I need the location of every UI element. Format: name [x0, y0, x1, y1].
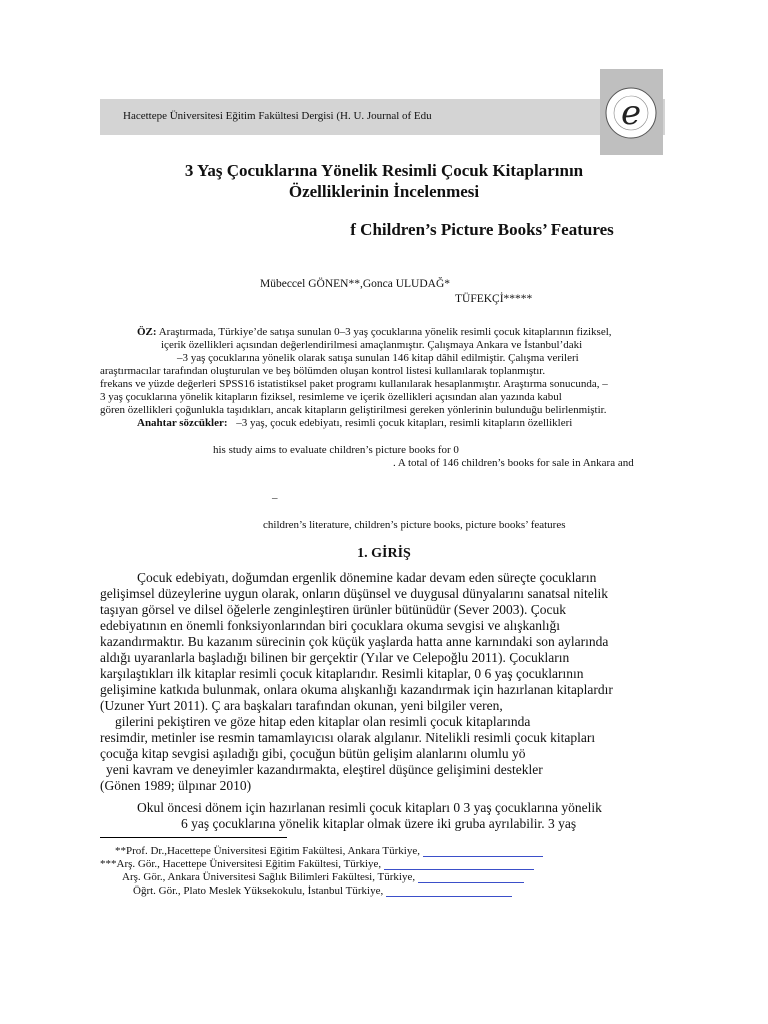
journal-title: Hacettepe Üniversitesi Eğitim Fakültesi Dergisi (H. U. Journal of Edu	[123, 110, 432, 122]
title-en: f Children’s Picture Books’ Features	[350, 220, 614, 239]
abstract-tr-line-0: ÖZ: Araştırmada, Türkiye’de satışa sunulan 0–3 yaş çocuklarına yönelik resimli çocuk kitaplarının fiziksel,	[137, 326, 612, 338]
para1-line-13: (Gönen 1989; ülpınar 2010)	[100, 778, 252, 793]
para1-line-4: kazandırmaktır. Bu kazanım sürecinin çok küçük yaşlarda hatta anne karnındaki son aylarında	[100, 634, 609, 649]
para1-line-5: aldığı uyaranlarla başladığı bilinen bir gerçektir (Yılar ve Celepoğlu 2011). Çocukların	[100, 650, 570, 665]
footnote-2: ***Arş. Gör., Hacettepe Üniversitesi Eğitim Fakültesi, Türkiye,	[100, 857, 534, 870]
email-link[interactable]	[384, 857, 534, 870]
para1-line-0: Çocuk edebiyatı, doğumdan ergenlik dönemine kadar devam eden süreçte çocukların	[137, 570, 597, 585]
email-link[interactable]	[418, 870, 524, 883]
footnote-3: Arş. Gör., Ankara Üniversitesi Sağlık Bilimleri Fakültesi, Türkiye,	[122, 870, 524, 883]
footnote-1: **Prof. Dr.,Hacettepe Üniversitesi Eğitim Fakültesi, Ankara Türkiye,	[115, 844, 543, 857]
keywords-tr: Anahtar sözcükler: –3 yaş, çocuk edebiyatı, resimli çocuk kitapları, resimli kitapların özellikleri	[137, 417, 573, 429]
abstract-label: ÖZ:	[137, 326, 157, 338]
title-tr-line2: Özelliklerinin İncelenmesi	[288, 182, 480, 201]
para1-line-11: çocuğa kitap sevgisi aşıladığı gibi, çocuğun bütün gelişim alanlarını olumlu yö	[100, 746, 526, 761]
para2-line-0: Okul öncesi dönem için hazırlanan resimli çocuk kitapları 0 3 yaş çocuklarına yönelik	[137, 800, 602, 815]
para1-line-10: resimdir, metinler ise resmin tamamlayıcısı olarak algılanır. Nitelikli resimli çocuk kitapları	[100, 730, 596, 745]
abstract-tr-line-5: 3 yaş çocuklarına yönelik kitapların fiziksel, resimleme ve içerik özellikleri açısından alan yazında kabul	[100, 391, 562, 403]
para1-line-2: taşıyan görsel ve dilsel öğelerle zenginleştiren ürünler bütünüdür (Sever 2003). Çocuk	[100, 602, 566, 617]
para1-line-6: karşılaştıkları ilk kitaplar resimli çocuk kitaplarıdır. Resimli kitaplar, 0 6 yaş çocuklarının	[100, 666, 584, 681]
para2-line-1: 6 yaş çocuklarına yönelik kitaplar olmak üzere iki gruba ayrılabilir. 3 yaş	[181, 816, 577, 831]
abstract-tr-line-4: frekans ve yüzde değerleri SPSS16 istatistiksel paket programı kullanılarak hesaplanmıştır. Araştırma sonucunda, –	[100, 378, 608, 390]
title-tr-line1: 3 Yaş Çocuklarına Yönelik Resimli Çocuk Kitaplarının	[184, 161, 584, 180]
email-link[interactable]	[386, 884, 512, 897]
email-link[interactable]	[423, 844, 543, 857]
abstract-tr-line-6: gören özellikleri çoğunlukla taşıdıkları, ancak kitapların geliştirilmesi gereken yönlerinin bulunduğu belirlenmiştir.	[100, 404, 607, 416]
authors-line1: Mübeccel GÖNEN**,Gonca ULUDAĞ*	[260, 278, 451, 290]
para1-line-1: gelişimsel düzeylerine uygun olarak, onların düşünsel ve duygusal dünyalarını sanatsal nitelik	[100, 586, 609, 601]
keywords-label: Anahtar sözcükler:	[137, 417, 228, 429]
para1-line-7: gelişimine katkıda bulunmak, onlara okuma alışkanlığı kazandırmak için hazırlanan kitaplardır	[100, 682, 613, 697]
abstract-tr-line-1: içerik özellikleri açısından değerlendirilmesi amaçlanmıştır. Çalışmaya Ankara ve İstanbul’daki	[161, 339, 583, 351]
abstract-en-dash: –	[272, 492, 278, 504]
journal-logo	[600, 69, 663, 155]
para1-line-8: (Uzuner Yurt 2011). Ç ara başkaları tarafından okunan, yeni bilgiler veren,	[100, 698, 503, 713]
footnote-rule	[100, 837, 287, 838]
logo-letter: e	[620, 93, 642, 133]
para1-line-3: edebiyatının en önemli fonksiyonlarından biri çocuklara okuma sevgisi ve alışkanlığı	[100, 618, 561, 633]
section-heading: 1. GİRİŞ	[357, 546, 411, 561]
journal-logo-icon	[600, 69, 663, 155]
abstract-en-line1: his study aims to evaluate children’s picture books for 0	[213, 444, 459, 456]
para1-line-9: gilerini pekiştiren ve göze hitap eden kitaplar olan resimli çocuk kitaplarında	[115, 714, 531, 729]
para1-line-12: yeni kavram ve deneyimler kazandırmakta, eleştirel düşünce gelişimini destekler	[106, 762, 543, 777]
abstract-tr-line-2: –3 yaş çocuklarına yönelik olarak satışa sunulan 146 kitap dâhil edilmiştir. Çalışma verileri	[177, 352, 579, 364]
abstract-tr-line-3: araştırmacılar tarafından oluşturulan ve beş bölümden oluşan kontrol listesi kullanılarak toplanmıştır.	[100, 365, 546, 377]
abstract-en-line2: . A total of 146 children’s books for sale in Ankara and	[393, 457, 634, 469]
keywords-en: children’s literature, children’s picture books, picture books’ features	[263, 519, 566, 531]
authors-line2: TÜFEKÇİ*****	[455, 293, 533, 305]
footnote-4: Öğrt. Gör., Plato Meslek Yüksekokulu, İstanbul Türkiye,	[133, 884, 512, 897]
